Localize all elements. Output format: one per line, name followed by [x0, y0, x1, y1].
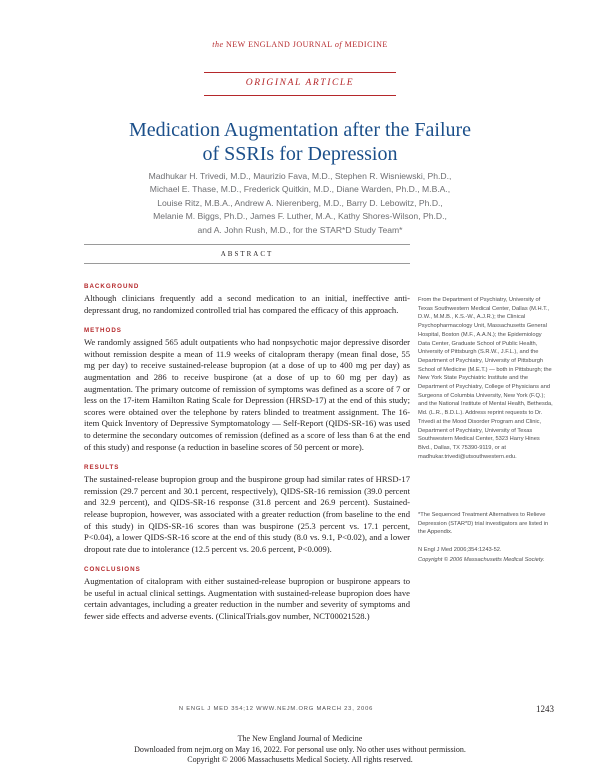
conclusions-heading: CONCLUSIONS [84, 566, 141, 574]
journal-header-name: NEW ENGLAND JOURNAL [226, 40, 333, 49]
abstract-rule-top [84, 244, 410, 245]
citation: N Engl J Med 2006;354:1243-52. [418, 547, 502, 553]
journal-header-of: of [334, 40, 343, 49]
author-line: Michael E. Thase, M.D., Frederick Quitkin, M.D., Diane Warden, Ph.D., M.B.A., [149, 184, 451, 195]
conclusions-text: Augmentation of citalopram with either sustained-release bupropion or buspirone appears to be useful in actual clinical settings. Augmentation with sustained-release bupropion does have certain advantages, including a greater reduction in the number and severity of symptoms and fewer side effects and adverse events. (ClinicalTrials.gov number, NCT00021528.) [84, 576, 410, 622]
journal-header-the: the [212, 40, 224, 49]
abstract-rule-bottom [84, 263, 410, 264]
section-label: ORIGINAL ARTICLE [245, 78, 355, 88]
section-rule-bottom [204, 95, 396, 96]
download-notice [0, 734, 600, 766]
journal-header-medicine: MEDICINE [344, 40, 388, 49]
author-line: Louise Ritz, M.B.A., Andrew A. Nierenberg, M.D., Barry D. Lebowitz, Ph.D., [157, 197, 443, 208]
section-rule-top [204, 72, 396, 73]
background-text: Although clinicians frequently add a second medication to an initial, ineffective anti-depressant drug, no randomized controlled trial has compared the efficacy of this approach. [84, 293, 410, 315]
results-heading: RESULTS [84, 464, 120, 472]
background-heading: BACKGROUND [84, 283, 140, 290]
author-line: and A. John Rush, M.D., for the STAR*D Study Team* [197, 224, 403, 235]
download-notice-journal: The New England Journal of Medicine [237, 734, 363, 743]
download-notice-permission: Downloaded from nejm.org on May 16, 2022. For personal use only. No other uses without permission. [134, 744, 466, 754]
article-title [60, 118, 540, 166]
abstract-label: ABSTRACT [220, 250, 274, 258]
author-line: Madhukar H. Trivedi, M.D., Maurizio Fava, M.D., Stephen R. Wisniewski, Ph.D., [148, 171, 452, 181]
methods-text: We randomly assigned 565 adult outpatients who had nonpsychotic major depressive disorder without remission despite a mean of 11.9 weeks of citalopram therapy (mean final dose, 55 mg per day) to receive sustained-release bupropion (at a dose of up to 400 mg per day) as augmentation and 286 to receive buspirone (at a dose of up to 60 mg per day) as augmentation. The primary outcome of remission of symptoms was defined as a score of 7 or less on the 17-item Hamilton Rating Scale for Depression (HRSD-17) at the end of this study; scores were obtained over the telephone by raters blinded to treatment assignment. The 16-item Quick Inventory of Depressive Symptomatology — Self-Report (QIDS-SR-16) was used to determine the secondary outcomes of remission (defined as a score of less than 6 at the end of this study) and response (a reduction in baseline scores of 50 percent or more). [84, 337, 410, 452]
journal-footer: N ENGL J MED 354;12 WWW.NEJM.ORG MARCH 23, 2006 [178, 706, 374, 712]
download-notice-copyright: Copyright © 2006 Massachusetts Medical Society. All rights reserved. [187, 755, 413, 765]
article-title-line-1: Medication Augmentation after the Failure [128, 119, 472, 141]
journal-header [0, 40, 600, 49]
page-number: 1243 [536, 704, 554, 714]
methods-heading: METHODS [84, 327, 122, 335]
author-affiliations: From the Department of Psychiatry, University of Texas Southwestern Medical Center, Dallas (M.H.T., D.W., M.M.B., K.S.-W., A.J.R.); the Clinical Psychopharmacology Unit, Massachusetts General Hospital, Boston (M.F., A.A.N.); the Epidemiology Data Center, Graduate School of Public Health, University of Pittsburgh (S.R.W., J.F.L.), and the Department of Psychiatry, University of Pittsburgh School of Medicine (M.E.T.) — both in Pittsburgh; the New York State Psychiatric Institute and the Department of Psychiatry, College of Physicians and Surgeons of Columbia University, New York (F.Q.); and the National Institute of Mental Health, Bethesda, Md. (L.R., B.D.L.). Address reprint requests to Dr. Trivedi at the Mood Disorder Program and Clinic, Department of Psychiatry, University of Texas Southwestern Medical Center, 5323 Harry Hines Blvd., Dallas, TX 75390-9119, or at madhukar.trivedi@utsouthwestern.edu. [418, 297, 553, 460]
author-list [120, 170, 480, 237]
copyright: Copyright © 2006 Massachusetts Medical Society. [418, 557, 545, 563]
abstract-body [84, 283, 410, 634]
results-text: The sustained-release bupropion group and the buspirone group had similar rates of HRSD-17 remission (29.7 percent and 30.1 percent, respectively), QIDS-SR-16 remission (39.0 percent and 32.9 percent), and QIDS-SR-16 response (31.8 percent and 26.9 percent). Sustained-release bupropion, however, was associated with a greater reduction (from baseline to the end of this study) in QIDS-SR-16 scores than was buspirone (25.3 percent vs. 17.1 percent, P<0.04), a lower QIDS-SR-16 score at the end of this study (8.0 vs. 9.1, P<0.02), and a lower dropout rate due to intolerance (12.5 percent vs. 20.6 percent, P<0.009). [84, 474, 410, 554]
author-line: Melanie M. Biggs, Ph.D., James F. Luther, M.A., Kathy Shores-Wilson, Ph.D., [153, 211, 447, 222]
article-title-line-2: of SSRIs for Depression [202, 143, 398, 165]
study-team-footnote: *The Sequenced Treatment Alternatives to Relieve Depression (STAR*D) trial investigators are listed in the Appendix. [418, 512, 549, 536]
